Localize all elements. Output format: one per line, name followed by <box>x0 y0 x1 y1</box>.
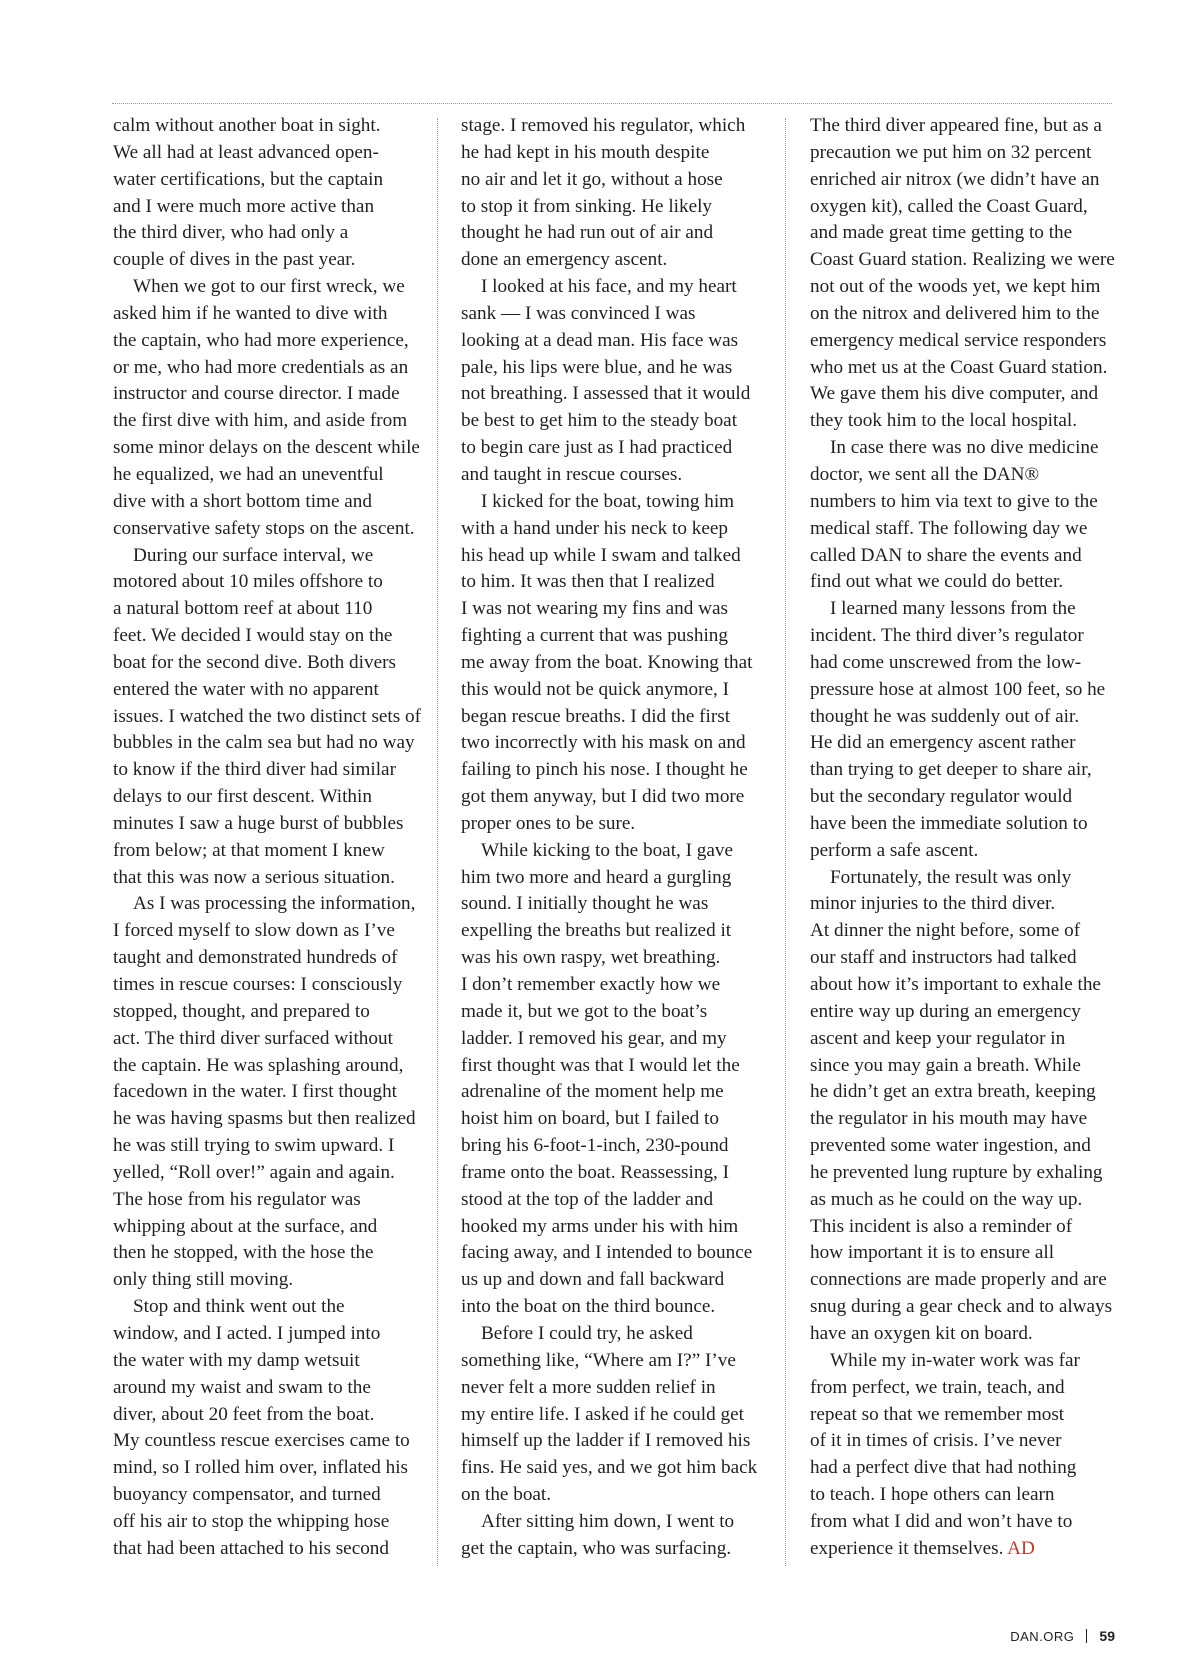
text-line: or me, who had more credentials as an <box>113 356 409 378</box>
text-line: expelling the breaths but realized it <box>461 920 732 942</box>
text-line: perform a safe ascent. <box>810 839 979 861</box>
text-line: Coast Guard station. Realizing we were <box>810 249 1115 271</box>
text-line: was his own raspy, wet breathing. <box>461 947 721 969</box>
column-divider <box>785 118 786 1566</box>
text-line: dive with a short bottom time and <box>113 490 372 512</box>
article-column-1 <box>113 113 422 1563</box>
text-line: this would not be quick anymore, I <box>461 678 730 700</box>
text-line: stopped, thought, and prepared to <box>113 1000 370 1022</box>
text-line: I looked at his face, and my heart <box>481 276 737 298</box>
text-line: pressure hose at almost 100 feet, so he <box>810 678 1106 700</box>
text-line: taught and demonstrated hundreds of <box>113 947 398 969</box>
text-line: ascent and keep your regulator in <box>810 1027 1066 1049</box>
text-line: adrenaline of the moment help me <box>461 1081 724 1103</box>
text-line: I learned many lessons from the <box>830 598 1076 620</box>
text-line: no air and let it go, without a hose <box>461 168 723 190</box>
text-line: Stop and think went out the <box>133 1296 345 1318</box>
text-line: to know if the third diver had similar <box>113 759 396 781</box>
text-line: ladder. I removed his gear, and my <box>461 1027 727 1049</box>
text-line: had come unscrewed from the low- <box>810 651 1082 673</box>
text-line: about how it’s important to exhale the <box>810 974 1101 995</box>
text-line: sound. I initially thought he was <box>461 893 709 915</box>
text-line: enriched air nitrox (we didn’t have an <box>810 168 1100 190</box>
text-line: I was not wearing my fins and was <box>461 598 728 620</box>
text-line: he was having spasms but then realized <box>113 1108 416 1130</box>
text-line: entire way up during an emergency <box>810 1000 1081 1022</box>
text-line: This incident is also a reminder of <box>810 1215 1073 1237</box>
text-line: sank — I was convinced I was <box>461 302 696 324</box>
text-line: got them anyway, but I did two more <box>461 786 745 808</box>
final-line-text: experience it themselves. <box>810 1537 1004 1559</box>
text-line: only thing still moving. <box>113 1269 294 1291</box>
text-line: our staff and instructors had talked <box>810 947 1077 969</box>
text-line: of it in times of crisis. I’ve never <box>810 1430 1062 1452</box>
footer-separator <box>1086 1629 1087 1643</box>
text-line: something like, “Where am I?” I’ve <box>461 1349 736 1371</box>
text-line: At dinner the night before, some of <box>810 920 1081 942</box>
text-line: and taught in rescue courses. <box>461 463 683 485</box>
text-line: the captain. He was splashing around, <box>113 1054 404 1076</box>
column-divider <box>437 118 438 1566</box>
text-line: asked him if he wanted to dive with <box>113 302 388 324</box>
text-line: oxygen kit), called the Coast Guard, <box>810 195 1088 217</box>
text-line: then he stopped, with the hose the <box>113 1242 374 1264</box>
text-line: on the nitrox and delivered him to the <box>810 302 1100 324</box>
text-line: my entire life. I asked if he could get <box>461 1403 744 1425</box>
end-mark: AD <box>1007 1537 1035 1559</box>
text-line: how important it is to ensure all <box>810 1242 1055 1264</box>
text-line: Fortunately, the result was only <box>830 866 1072 888</box>
text-line: medical staff. The following day we <box>810 517 1088 539</box>
text-line: My countless rescue exercises came to <box>113 1430 410 1452</box>
top-rule <box>112 103 1112 104</box>
text-line: I kicked for the boat, towing him <box>481 490 735 512</box>
text-line: but the secondary regulator would <box>810 786 1073 808</box>
text-line: made it, but we got to the boat’s <box>461 1000 708 1022</box>
text-line: than trying to get deeper to share air, <box>810 759 1092 781</box>
text-line: he prevented lung rupture by exhaling <box>810 1161 1103 1183</box>
text-line: diver, about 20 feet from the boat. <box>113 1403 375 1425</box>
text-line: to stop it from sinking. He likely <box>461 195 713 217</box>
text-line: he equalized, we had an uneventful <box>113 463 384 485</box>
text-line: act. The third diver surfaced without <box>113 1027 393 1049</box>
text-line: him two more and heard a gurgling <box>461 866 732 888</box>
text-line: pale, his lips were blue, and he was <box>461 356 733 378</box>
text-line: frame onto the boat. Reassessing, I <box>461 1161 730 1183</box>
text-line: entered the water with no apparent <box>113 678 379 700</box>
text-line: thought he was suddenly out of air. <box>810 705 1080 727</box>
text-line: that had been attached to his second <box>113 1537 389 1559</box>
text-line: In case there was no dive medicine <box>830 437 1099 459</box>
text-line: window, and I acted. I jumped into <box>113 1322 381 1344</box>
text-line: feet. We decided I would stay on the <box>113 625 393 647</box>
text-line: prevented some water ingestion, and <box>810 1135 1091 1157</box>
text-line: minor injuries to the third diver. <box>810 893 1056 915</box>
text-line: to him. It was then that I realized <box>461 571 715 593</box>
text-line: snug during a gear check and to always <box>810 1296 1113 1318</box>
text-line: emergency medical service responders <box>810 329 1107 351</box>
text-line: some minor delays on the descent while <box>113 437 420 459</box>
text-line: incident. The third diver’s regulator <box>810 625 1084 647</box>
text-line: boat for the second dive. Both divers <box>113 651 396 673</box>
text-line: doctor, we sent all the DAN® <box>810 463 1040 485</box>
text-line: fighting a current that was pushing <box>461 625 728 647</box>
text-line: who met us at the Coast Guard station. <box>810 356 1108 378</box>
text-line: repeat so that we remember most <box>810 1403 1065 1425</box>
text-line: facing away, and I intended to bounce <box>461 1242 753 1264</box>
text-line: looking at a dead man. His face was <box>461 329 739 351</box>
text-line: into the boat on the third bounce. <box>461 1296 716 1318</box>
text-line: hoist him on board, but I failed to <box>461 1108 719 1130</box>
text-line: as much as he could on the way up. <box>810 1188 1083 1210</box>
text-line: failing to pinch his nose. I thought he <box>461 759 748 781</box>
text-line: off his air to stop the whipping hose <box>113 1510 390 1532</box>
text-line: delays to our first descent. Within <box>113 786 372 808</box>
text-line: he didn’t get an extra breath, keeping <box>810 1081 1096 1103</box>
text-line: times in rescue courses: I consciously <box>113 974 403 995</box>
text-line: the water with my damp wetsuit <box>113 1349 360 1371</box>
text-line: that this was now a serious situation. <box>113 866 395 888</box>
text-line: he had kept in his mouth despite <box>461 141 710 163</box>
article-column-2 <box>461 113 761 1563</box>
text-line: around my waist and swam to the <box>113 1376 371 1398</box>
text-line: himself up the ladder if I removed his <box>461 1430 751 1452</box>
text-line: bubbles in the calm sea but had no way <box>113 732 415 754</box>
text-line: he was still trying to swim upward. I <box>113 1135 395 1157</box>
text-line: us up and down and fall backward <box>461 1269 725 1291</box>
text-line: first thought was that I would let the <box>461 1054 740 1076</box>
text-line: We all had at least advanced open- <box>113 141 379 163</box>
text-line: never felt a more sudden relief in <box>461 1376 716 1398</box>
text-line: to teach. I hope others can learn <box>810 1484 1055 1506</box>
text-line: with a hand under his neck to keep <box>461 517 728 539</box>
text-line: calm without another boat in sight. <box>113 115 381 136</box>
page-number: 59 <box>1099 1628 1115 1644</box>
text-line: the regulator in his mouth may have <box>810 1108 1088 1130</box>
text-line: the captain, who had more experience, <box>113 329 409 351</box>
text-line: from perfect, we train, teach, and <box>810 1376 1065 1398</box>
text-line: motored about 10 miles offshore to <box>113 571 383 593</box>
text-line: the third diver, who had only a <box>113 222 349 244</box>
text-line: had a perfect dive that had nothing <box>810 1457 1077 1479</box>
text-line: I don’t remember exactly how we <box>461 974 721 995</box>
text-line: since you may gain a breath. While <box>810 1054 1081 1076</box>
text-line: have an oxygen kit on board. <box>810 1322 1033 1344</box>
text-line: and I were much more active than <box>113 195 375 217</box>
text-line-final <box>810 1536 1110 1563</box>
text-line: his head up while I swam and talked <box>461 544 741 566</box>
text-line: During our surface interval, we <box>133 544 374 566</box>
text-line: not breathing. I assessed that it would <box>461 383 751 405</box>
text-line: began rescue breaths. I did the first <box>461 705 731 727</box>
text-line: two incorrectly with his mask on and <box>461 732 746 754</box>
text-line: After sitting him down, I went to <box>481 1510 735 1532</box>
text-line: they took him to the local hospital. <box>810 410 1077 432</box>
text-line: fins. He said yes, and we got him back <box>461 1457 758 1479</box>
text-line: He did an emergency ascent rather <box>810 732 1076 754</box>
page-footer <box>1010 1628 1115 1644</box>
text-line: on the boat. <box>461 1484 552 1506</box>
text-line: bring his 6-foot-1-inch, 230-pound <box>461 1135 729 1157</box>
text-line: Before I could try, he asked <box>481 1322 693 1344</box>
text-line: from what I did and won’t have to <box>810 1510 1073 1532</box>
text-line: find out what we could do better. <box>810 571 1064 593</box>
text-line: to begin care just as I had practiced <box>461 437 733 459</box>
text-line: stage. I removed his regulator, which <box>461 115 746 136</box>
text-line: yelled, “Roll over!” again and again. <box>113 1161 395 1183</box>
text-line: mind, so I rolled him over, inflated his <box>113 1457 408 1479</box>
text-line: buoyancy compensator, and turned <box>113 1484 381 1506</box>
text-line: be best to get him to the steady boat <box>461 410 738 432</box>
text-line: me away from the boat. Knowing that <box>461 651 753 673</box>
text-line: conservative safety stops on the ascent. <box>113 517 415 539</box>
text-line: called DAN to share the events and <box>810 544 1082 566</box>
text-line: stood at the top of the ladder and <box>461 1188 714 1210</box>
text-line: minutes I saw a huge burst of bubbles <box>113 812 404 834</box>
text-line: hooked my arms under his with him <box>461 1215 739 1237</box>
text-line: The third diver appeared fine, but as a <box>810 115 1102 136</box>
text-line: As I was processing the information, <box>133 893 416 915</box>
text-line: We gave them his dive computer, and <box>810 383 1099 405</box>
text-line: have been the immediate solution to <box>810 812 1088 834</box>
text-line: done an emergency ascent. <box>461 249 668 271</box>
text-line: whipping about at the surface, and <box>113 1215 378 1237</box>
text-line: The hose from his regulator was <box>113 1188 361 1210</box>
text-line: and made great time getting to the <box>810 222 1073 244</box>
text-line: from below; at that moment I knew <box>113 839 385 861</box>
text-line: the first dive with him, and aside from <box>113 410 408 432</box>
text-line: While kicking to the boat, I gave <box>481 839 734 861</box>
text-line: facedown in the water. I first thought <box>113 1081 397 1103</box>
text-line: I forced myself to slow down as I’ve <box>113 920 395 942</box>
text-line: When we got to our first wreck, we <box>133 276 405 298</box>
text-line: water certifications, but the captain <box>113 168 384 190</box>
article-column-3 <box>810 113 1115 1563</box>
text-line: get the captain, who was surfacing. <box>461 1537 732 1559</box>
footer-site: DAN.ORG <box>1010 1628 1075 1644</box>
text-line: not out of the woods yet, we kept him <box>810 276 1101 298</box>
text-line: issues. I watched the two distinct sets of <box>113 705 422 727</box>
text-line: a natural bottom reef at about 110 <box>113 598 373 620</box>
text-line: While my in-water work was far <box>830 1349 1080 1371</box>
text-line: instructor and course director. I made <box>113 383 400 405</box>
text-line: proper ones to be sure. <box>461 812 636 834</box>
text-line: couple of dives in the past year. <box>113 249 356 271</box>
text-line: thought he had run out of air and <box>461 222 714 244</box>
text-line: precaution we put him on 32 percent <box>810 141 1092 163</box>
text-line: connections are made properly and are <box>810 1269 1107 1291</box>
text-line: numbers to him via text to give to the <box>810 490 1098 512</box>
